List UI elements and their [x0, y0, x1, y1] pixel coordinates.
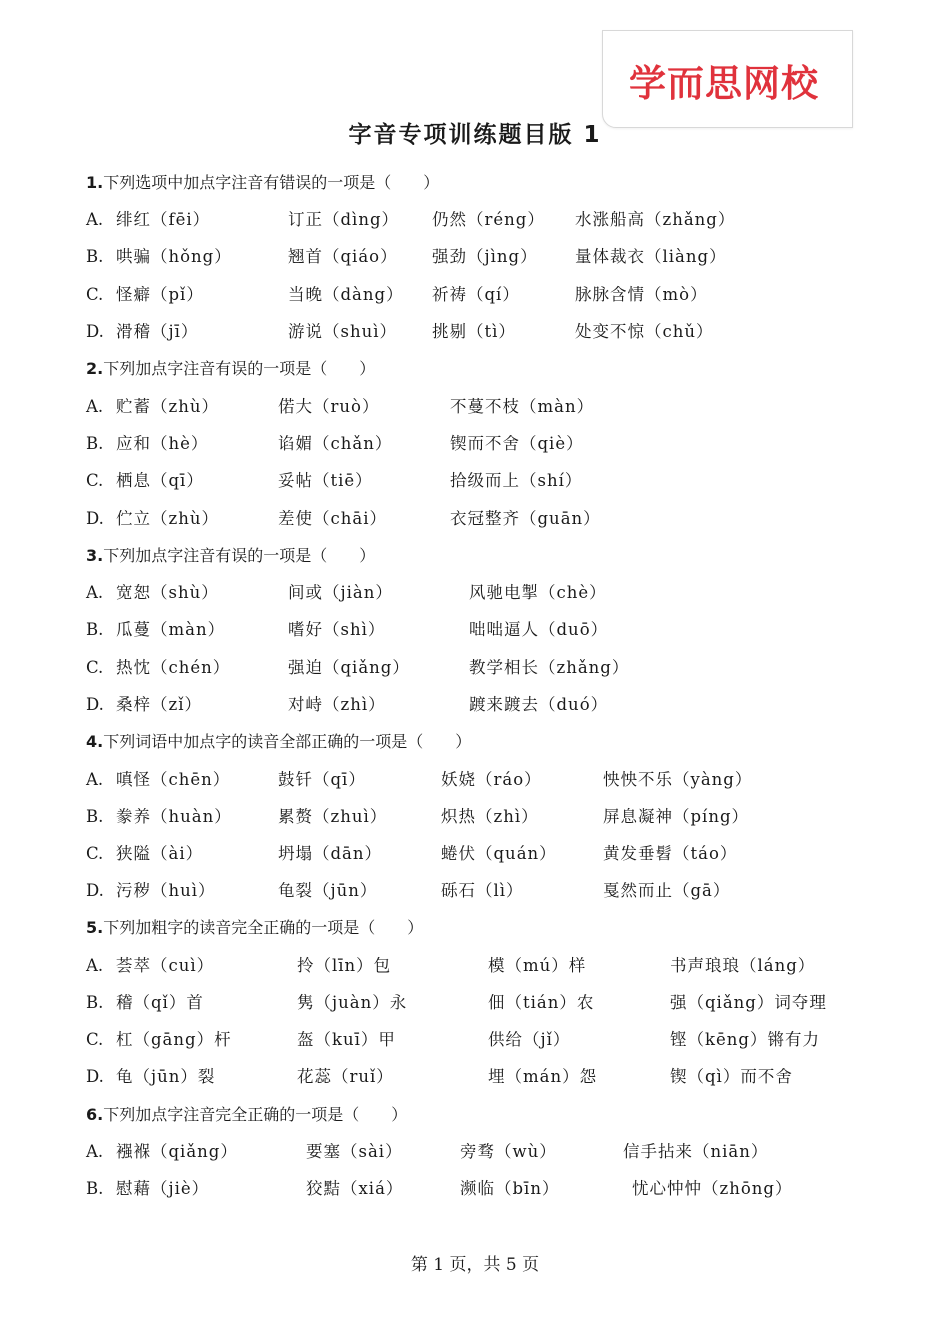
question-4-stem: 4.下列词语中加点字的读音全部正确的一项是（ ）	[86, 732, 472, 751]
brand-logo: 学而思网校	[629, 62, 819, 105]
question-5-stem: 5.下列加粗字的读音完全正确的一项是（ ）	[86, 918, 424, 937]
brand-logo-box	[602, 30, 853, 128]
page-title: 字音专项训练题目版 1	[348, 122, 602, 148]
page-footer: 第 1 页，共 5 页	[410, 1255, 540, 1275]
question-3-stem: 3.下列加点字注音有误的一项是（ ）	[86, 546, 376, 565]
question-2-stem: 2.下列加点字注音有误的一项是（ ）	[86, 359, 376, 378]
question-6-stem: 6.下列加点字注音完全正确的一项是（ ）	[86, 1105, 408, 1124]
question-1-stem: 1.下列选项中加点字注音有错误的一项是（ ）	[86, 173, 440, 192]
